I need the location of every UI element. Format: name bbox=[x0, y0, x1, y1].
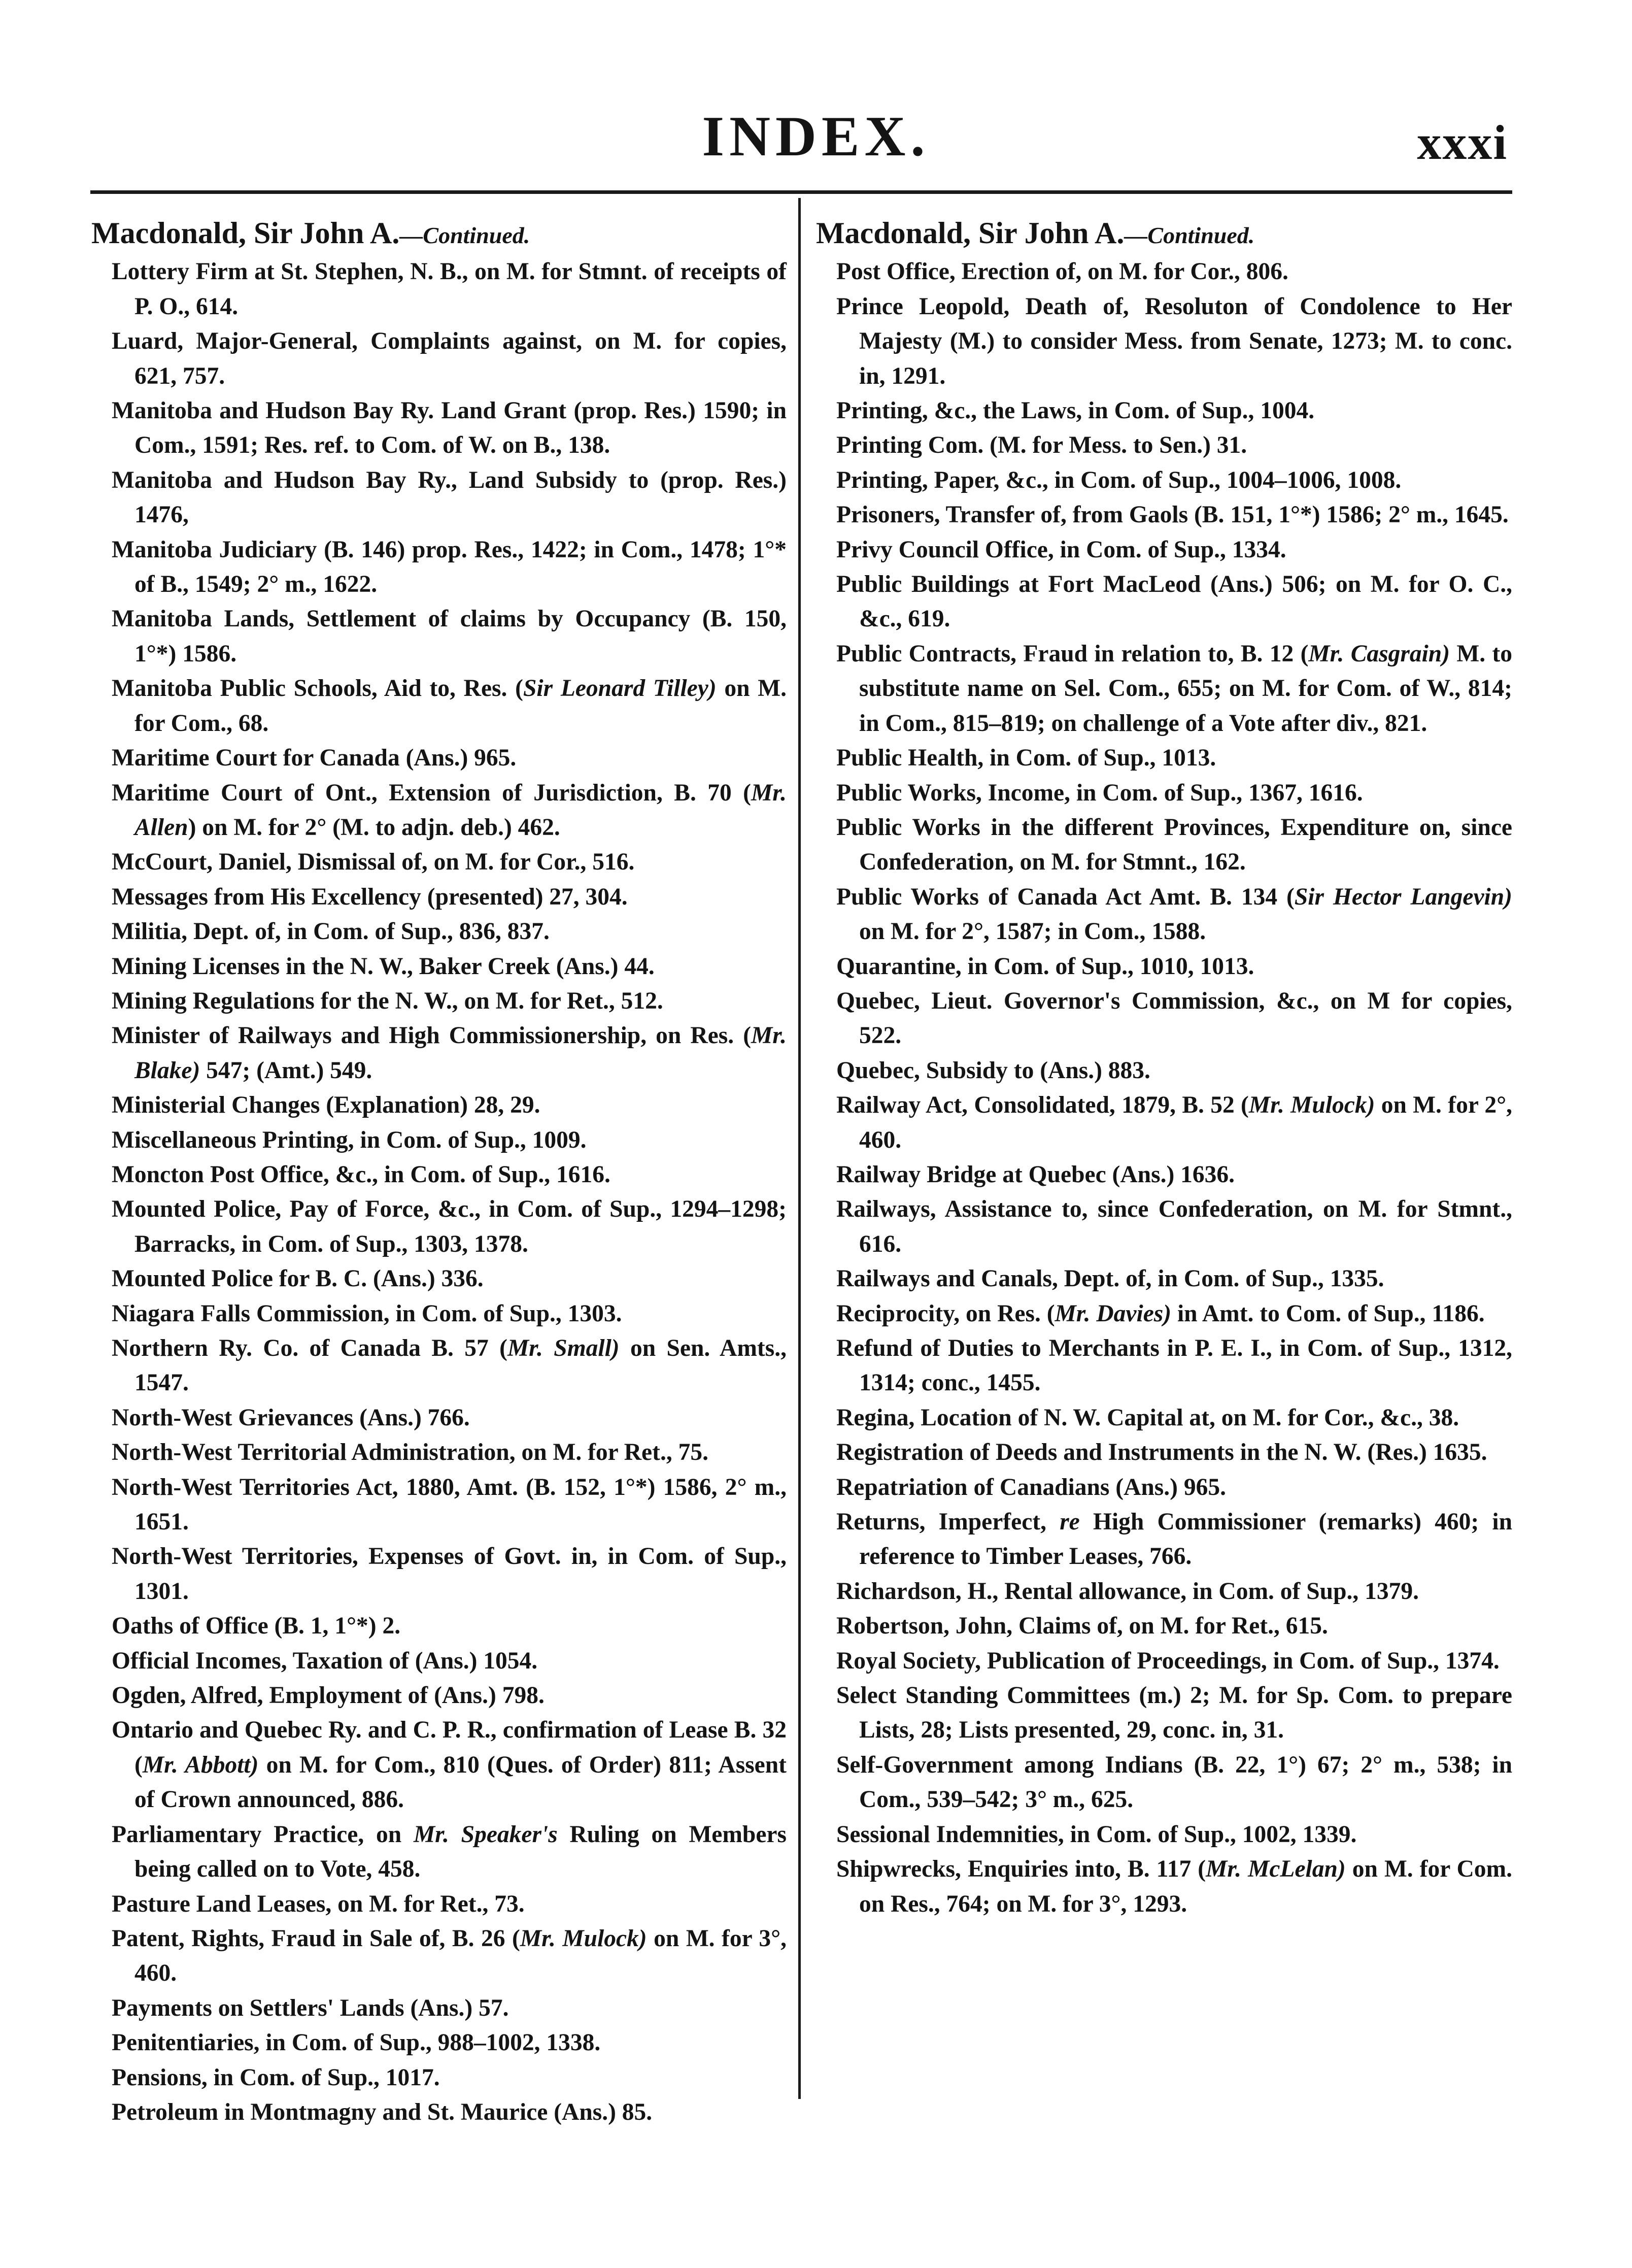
index-entry bbox=[91, 2095, 787, 2129]
entry-text: Robertson, John, Claims of, on M. for Ret., 615. bbox=[836, 1613, 1328, 1640]
entry-text: North-West Territories Act, 1880, Amt. (B. 152, 1°*) 1586, 2° m., 1651. bbox=[112, 1474, 787, 1536]
entry-italic-text: Sir Leonard Tilley) bbox=[523, 675, 717, 702]
index-entry bbox=[816, 949, 1512, 984]
entry-text: Manitoba and Hudson Bay Ry. Land Grant (prop. Res.) 1590; in Com., 1591; Res. ref. to Com. of W. on B., 138. bbox=[112, 397, 787, 459]
index-entry bbox=[91, 602, 787, 671]
entry-text: Mounted Police, Pay of Force, &c., in Com. of Sup., 1294–1298; Barracks, in Com. of Sup., 1303, 1378. bbox=[112, 1196, 787, 1257]
index-entry bbox=[816, 1817, 1512, 1852]
index-entry bbox=[91, 532, 787, 602]
entry-italic-text: Mr. Speaker's bbox=[413, 1821, 558, 1848]
entry-italic-text: Mr. Allen bbox=[134, 779, 787, 841]
entry-text: Quarantine, in Com. of Sup., 1010, 1013. bbox=[836, 953, 1254, 980]
entry-text: Sessional Indemnities, in Com. of Sup., 1002, 1339. bbox=[836, 1821, 1357, 1848]
column-heading bbox=[816, 216, 1512, 253]
index-entry bbox=[91, 1678, 787, 1713]
entry-text: Ministerial Changes (Explanation) 28, 29. bbox=[112, 1092, 540, 1119]
entry-italic-text: re bbox=[1060, 1509, 1080, 1536]
index-entry bbox=[816, 1157, 1512, 1192]
index-entry bbox=[816, 810, 1512, 880]
entry-text: North-West Territories, Expenses of Govt. in, in Com. of Sup., 1301. bbox=[112, 1543, 787, 1605]
heading-name: Macdonald, Sir John A. bbox=[91, 216, 400, 250]
index-entry bbox=[91, 1470, 787, 1540]
index-entry bbox=[91, 671, 787, 741]
header-rule bbox=[90, 190, 1512, 194]
index-entry bbox=[816, 428, 1512, 462]
index-entry bbox=[816, 254, 1512, 289]
entry-text: Printing Com. (M. for Mess. to Sen.) 31. bbox=[836, 432, 1247, 459]
index-entry bbox=[91, 254, 787, 324]
entry-italic-text: Mr. Blake) bbox=[134, 1022, 787, 1084]
index-entry bbox=[91, 880, 787, 914]
index-entry bbox=[91, 2060, 787, 2095]
entry-text: Returns, Imperfect, bbox=[836, 1509, 1060, 1536]
entry-text: Payments on Settlers' Lands (Ans.) 57. bbox=[112, 1994, 509, 2021]
entry-text: Public Works of Canada Act Amt. B. 134 ( bbox=[836, 883, 1295, 910]
entry-text: Ruling on Members being called on to Vote, 458. bbox=[134, 1821, 787, 1883]
entry-text: Miscellaneous Printing, in Com. of Sup., 1009. bbox=[112, 1126, 587, 1153]
entry-text: on M. for Com. on Res., 764; on M. for 3°, 1293. bbox=[859, 1856, 1512, 1917]
entry-text: Mining Licenses in the N. W., Baker Creek (Ans.) 44. bbox=[112, 953, 655, 980]
entry-text: Shipwrecks, Enquiries into, B. 117 ( bbox=[836, 1856, 1206, 1883]
index-entry bbox=[91, 1435, 787, 1470]
entry-text: Official Incomes, Taxation of (Ans.) 1054. bbox=[112, 1647, 538, 1674]
index-entry bbox=[816, 1088, 1512, 1157]
index-entry bbox=[816, 1852, 1512, 1921]
entry-text: ) on M. for 2° (M. to adjn. deb.) 462. bbox=[188, 814, 560, 841]
entry-text: Quebec, Lieut. Governor's Commission, &c., on M for copies, 522. bbox=[836, 987, 1512, 1049]
entry-text: Manitoba Public Schools, Aid to, Res. ( bbox=[112, 675, 523, 702]
entry-text: Regina, Location of N. W. Capital at, on M. for Cor., &c., 38. bbox=[836, 1404, 1459, 1431]
entry-text: Moncton Post Office, &c., in Com. of Sup., 1616. bbox=[112, 1161, 610, 1188]
index-entry bbox=[816, 1678, 1512, 1748]
entry-text: Prince Leopold, Death of, Resoluton of Condolence to Her Majesty (M.) to consider Mess. from Senate, 1273; M. to conc. in, 1291. bbox=[836, 293, 1512, 389]
entry-text: Printing, Paper, &c., in Com. of Sup., 1004–1006, 1008. bbox=[836, 466, 1402, 493]
entry-text: Manitoba and Hudson Bay Ry., Land Subsidy to (prop. Res.) 1476, bbox=[112, 466, 787, 528]
entry-text: on M. for 3°, 460. bbox=[134, 1925, 787, 1987]
index-entry bbox=[816, 1470, 1512, 1505]
index-entry bbox=[91, 324, 787, 393]
index-entry bbox=[816, 1609, 1512, 1643]
index-entry bbox=[816, 1296, 1512, 1331]
index-entry bbox=[816, 393, 1512, 428]
entry-text: Militia, Dept. of, in Com. of Sup., 836, 837. bbox=[112, 918, 550, 945]
entry-text: Lottery Firm at St. Stephen, N. B., on M. for Stmnt. of receipts of P. O., 614. bbox=[112, 258, 787, 320]
entry-text: Public Buildings at Fort MacLeod (Ans.) 506; on M. for O. C., &c., 619. bbox=[836, 571, 1512, 632]
entry-text: Prisoners, Transfer of, from Gaols (B. 151, 1°*) 1586; 2° m., 1645. bbox=[836, 502, 1509, 528]
entry-text: Quebec, Subsidy to (Ans.) 883. bbox=[836, 1057, 1150, 1084]
entry-text: on M. for Com., 810 (Ques. of Order) 811; Assent of Crown announced, 886. bbox=[134, 1751, 787, 1813]
entry-text: Registration of Deeds and Instruments in the N. W. (Res.) 1635. bbox=[836, 1439, 1487, 1466]
entry-text: Mining Regulations for the N. W., on M. for Ret., 512. bbox=[112, 987, 663, 1014]
index-entry bbox=[816, 497, 1512, 532]
entry-text: Railways and Canals, Dept. of, in Com. of Sup., 1335. bbox=[836, 1265, 1384, 1292]
entry-text: Patent, Rights, Fraud in Sale of, B. 26 ( bbox=[112, 1925, 520, 1952]
column-heading bbox=[91, 216, 787, 253]
entry-italic-text: Mr. Mulock) bbox=[1248, 1092, 1375, 1119]
entry-italic-text: Mr. Mulock) bbox=[520, 1925, 647, 1952]
index-entry bbox=[91, 1261, 787, 1296]
entry-text: Ontario and Quebec Ry. and C. P. R., confirmation of Lease B. 32 ( bbox=[112, 1717, 787, 1778]
index-entry bbox=[91, 2025, 787, 2060]
index-entry bbox=[91, 1539, 787, 1609]
entry-text: Parliamentary Practice, on bbox=[112, 1821, 414, 1848]
entry-text: on M. for Com., 68. bbox=[134, 675, 787, 737]
index-entry bbox=[816, 741, 1512, 775]
index-entry bbox=[91, 1400, 787, 1435]
entry-text: Royal Society, Publication of Proceedings, in Com. of Sup., 1374. bbox=[836, 1647, 1500, 1674]
entry-text: on Sen. Amts., 1547. bbox=[134, 1335, 787, 1396]
left-column bbox=[91, 216, 787, 2129]
index-entry bbox=[91, 1157, 787, 1192]
index-entry bbox=[816, 984, 1512, 1053]
index-entry bbox=[816, 1435, 1512, 1470]
index-entry bbox=[91, 1123, 787, 1157]
index-entry bbox=[91, 1192, 787, 1261]
entry-text: Messages from His Excellency (presented) 27, 304. bbox=[112, 883, 628, 910]
page-number: xxxi bbox=[1417, 115, 1508, 170]
entry-text: Mounted Police for B. C. (Ans.) 336. bbox=[112, 1265, 484, 1292]
index-entry bbox=[91, 393, 787, 463]
heading-continued: —Continued. bbox=[399, 222, 530, 248]
entry-text: on M. for 2°, 1587; in Com., 1588. bbox=[859, 918, 1206, 945]
entry-text: Minister of Railways and High Commissionership, on Res. ( bbox=[112, 1022, 752, 1049]
entry-italic-text: Mr. Casgrain) bbox=[1308, 640, 1450, 667]
entry-text: Select Standing Committees (m.) 2; M. for Sp. Com. to prepare Lists, 28; Lists presented, 29, conc. in, 31. bbox=[836, 1682, 1512, 1744]
index-entry bbox=[91, 949, 787, 984]
index-entry bbox=[91, 1296, 787, 1331]
entry-text: Petroleum in Montmagny and St. Maurice (Ans.) 85. bbox=[112, 2098, 653, 2125]
index-entry bbox=[91, 914, 787, 949]
entry-text: Penitentiaries, in Com. of Sup., 988–1002, 1338. bbox=[112, 2029, 601, 2056]
index-entry bbox=[91, 1609, 787, 1643]
entry-text: Pensions, in Com. of Sup., 1017. bbox=[112, 2064, 440, 2091]
entry-text: McCourt, Daniel, Dismissal of, on M. for Cor., 516. bbox=[112, 849, 635, 876]
index-entry bbox=[91, 776, 787, 845]
index-entry bbox=[816, 1644, 1512, 1678]
index-entry bbox=[816, 1261, 1512, 1296]
entry-text: on M. for 2°, 460. bbox=[859, 1092, 1512, 1153]
entry-text: Railways, Assistance to, since Confederation, on M. for Stmnt., 616. bbox=[836, 1196, 1512, 1257]
entry-text: Manitoba Lands, Settlement of claims by Occupancy (B. 150, 1°*) 1586. bbox=[112, 606, 787, 667]
entry-italic-text: Mr. Davies) bbox=[1055, 1300, 1172, 1327]
index-entry bbox=[91, 984, 787, 1018]
index-entry bbox=[91, 463, 787, 532]
index-entry bbox=[816, 880, 1512, 949]
entry-text: M. to substitute name on Sel. Com., 655; on M. for Com. of W., 814; in Com., 815–819; on challenge of a Vote after div., 821. bbox=[859, 640, 1512, 737]
heading-continued: —Continued. bbox=[1124, 222, 1255, 248]
index-entry bbox=[91, 1991, 787, 2025]
entry-text: Pasture Land Leases, on M. for Ret., 73. bbox=[112, 1890, 525, 1917]
entry-italic-text: Mr. Small) bbox=[507, 1335, 620, 1361]
entry-text: Public Health, in Com. of Sup., 1013. bbox=[836, 745, 1216, 772]
entry-text: Public Works, Income, in Com. of Sup., 1367, 1616. bbox=[836, 779, 1363, 806]
entry-italic-text: Mr. Abbott) bbox=[142, 1751, 259, 1778]
index-entry bbox=[91, 1331, 787, 1400]
index-entry bbox=[816, 1192, 1512, 1261]
entry-text: Privy Council Office, in Com. of Sup., 1334. bbox=[836, 536, 1286, 563]
entry-text: Richardson, H., Rental allowance, in Com. of Sup., 1379. bbox=[836, 1578, 1419, 1605]
entry-text: Public Works in the different Provinces, Expenditure on, since Confederation, on M. for Stmnt., 162. bbox=[836, 814, 1512, 876]
index-entry bbox=[91, 1088, 787, 1122]
index-entry bbox=[816, 1748, 1512, 1817]
entry-text: Luard, Major-General, Complaints against, on M. for copies, 621, 757. bbox=[112, 328, 787, 389]
index-entry bbox=[91, 1713, 787, 1817]
entry-italic-text: Mr. McLelan) bbox=[1206, 1856, 1346, 1883]
entry-text: Maritime Court of Ont., Extension of Jurisdiction, B. 70 ( bbox=[112, 779, 752, 806]
heading-name: Macdonald, Sir John A. bbox=[816, 216, 1125, 250]
index-entry bbox=[816, 567, 1512, 637]
index-entry bbox=[816, 289, 1512, 393]
entry-text: 547; (Amt.) 549. bbox=[200, 1057, 372, 1084]
entry-list bbox=[91, 254, 787, 2129]
index-entry bbox=[91, 1921, 787, 1991]
index-entry bbox=[816, 1400, 1512, 1435]
entry-text: Maritime Court for Canada (Ans.) 965. bbox=[112, 745, 517, 772]
right-column bbox=[816, 216, 1512, 1921]
page-title: INDEX. bbox=[702, 105, 930, 168]
index-entry bbox=[816, 463, 1512, 497]
entry-text: Repatriation of Canadians (Ans.) 965. bbox=[836, 1474, 1226, 1500]
index-entry bbox=[816, 1505, 1512, 1574]
index-entry bbox=[91, 1018, 787, 1088]
index-entry bbox=[816, 1574, 1512, 1609]
column-divider bbox=[798, 198, 801, 2099]
index-entry bbox=[91, 845, 787, 879]
entry-text: Oaths of Office (B. 1, 1°*) 2. bbox=[112, 1613, 401, 1640]
index-entry bbox=[816, 1053, 1512, 1088]
entry-text: Public Contracts, Fraud in relation to, B. 12 ( bbox=[836, 640, 1309, 667]
index-entry bbox=[816, 1331, 1512, 1400]
index-entry bbox=[816, 776, 1512, 810]
index-entry bbox=[91, 1817, 787, 1887]
entry-list bbox=[816, 254, 1512, 1921]
index-entry bbox=[816, 637, 1512, 741]
entry-text: Reciprocity, on Res. ( bbox=[836, 1300, 1055, 1327]
entry-text: North-West Territorial Administration, on M. for Ret., 75. bbox=[112, 1439, 708, 1466]
entry-text: Manitoba Judiciary (B. 146) prop. Res., 1422; in Com., 1478; 1°* of B., 1549; 2° m., 1622. bbox=[112, 536, 787, 598]
entry-text: Printing, &c., the Laws, in Com. of Sup., 1004. bbox=[836, 397, 1315, 424]
entry-text: North-West Grievances (Ans.) 766. bbox=[112, 1404, 470, 1431]
index-entry bbox=[91, 741, 787, 775]
entry-text: in Amt. to Com. of Sup., 1186. bbox=[1171, 1300, 1485, 1327]
entry-text: Self-Government among Indians (B. 22, 1°) 67; 2° m., 538; in Com., 539–542; 3° m., 625. bbox=[836, 1751, 1512, 1813]
entry-text: Niagara Falls Commission, in Com. of Sup., 1303. bbox=[112, 1300, 622, 1327]
index-entry bbox=[816, 532, 1512, 567]
entry-italic-text: Sir Hector Langevin) bbox=[1294, 883, 1512, 910]
entry-text: Railway Bridge at Quebec (Ans.) 1636. bbox=[836, 1161, 1235, 1188]
entry-text: Ogden, Alfred, Employment of (Ans.) 798. bbox=[112, 1682, 545, 1709]
index-entry bbox=[91, 1644, 787, 1678]
entry-text: Northern Ry. Co. of Canada B. 57 ( bbox=[112, 1335, 507, 1361]
entry-text: Refund of Duties to Merchants in P. E. I., in Com. of Sup., 1312, 1314; conc., 1455. bbox=[836, 1335, 1512, 1396]
entry-text: Railway Act, Consolidated, 1879, B. 52 ( bbox=[836, 1092, 1249, 1119]
index-entry bbox=[91, 1887, 787, 1921]
entry-text: Post Office, Erection of, on M. for Cor., 806. bbox=[836, 258, 1288, 285]
entry-text: High Commissioner (remarks) 460; in reference to Timber Leases, 766. bbox=[859, 1509, 1512, 1570]
